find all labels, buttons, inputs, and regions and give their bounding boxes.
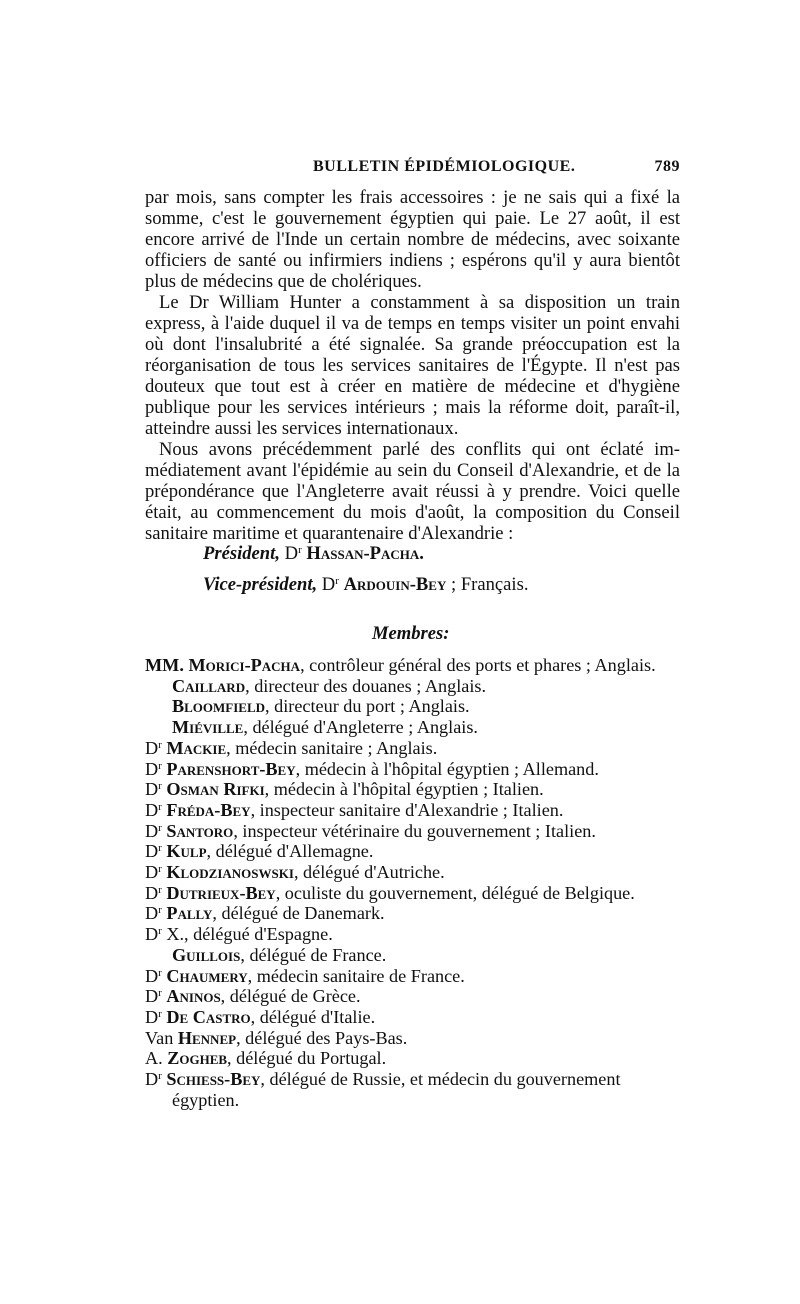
vice-president-line: Vice-président, $D^r$ Ardouin-Bey ; Français. bbox=[203, 574, 529, 595]
member-name: Klodzianoswski bbox=[166, 862, 294, 883]
member-name: Chaumery bbox=[166, 965, 248, 986]
member-entry bbox=[145, 903, 705, 924]
running-title: BULLETIN ÉPIDÉMIOLOGIQUE. bbox=[313, 158, 576, 175]
member-name: Bloomfield bbox=[172, 696, 266, 717]
member-prefix: $D^r$ bbox=[145, 820, 162, 841]
vice-president-detail: ; Français. bbox=[446, 574, 529, 595]
member-prefix: $D^r$ bbox=[145, 758, 162, 779]
paragraph: par mois, sans compter les frais accessoires : je ne sais qui a fixé la somme, c'est le gouvernement égyptien qui paie. Le 27 août, il est encore arrivé de l'Inde un certain nombre de médecins, avec soixante officiers de santé ou infirmiers indiens ; espérons qu'il y aura bientôt plus de médecins que de cholériques. bbox=[145, 187, 680, 292]
member-detail: , médecin sanitaire ; Anglais. bbox=[226, 737, 438, 758]
member-detail: , médecin à l'hôpital égyptien ; Allemand. bbox=[295, 758, 599, 779]
member-prefix: $D^r$ bbox=[145, 737, 162, 758]
member-entry bbox=[145, 966, 705, 987]
president-role: Président bbox=[203, 543, 276, 564]
member-prefix: $D^r$ bbox=[145, 1069, 162, 1090]
member-name: Morici-Pacha bbox=[188, 655, 301, 675]
member-name: Mackie bbox=[166, 737, 227, 758]
member-prefix: $D^r$ bbox=[145, 924, 162, 945]
member-prefix: $D^r$ bbox=[145, 882, 162, 903]
member-entry bbox=[145, 759, 705, 780]
member-detail: , délégué d'Angleterre ; Anglais. bbox=[243, 717, 478, 738]
member-entry bbox=[145, 862, 705, 883]
member-entry bbox=[145, 676, 705, 697]
member-entry bbox=[145, 1007, 705, 1028]
members-heading: Membres: bbox=[372, 623, 450, 644]
member-prefix: $D^r$ bbox=[145, 779, 162, 800]
members-list bbox=[145, 655, 705, 1110]
member-detail: , délégué de Danemark. bbox=[212, 903, 385, 924]
president-line: Président, $D^r$ Hassan-Pacha. bbox=[203, 543, 424, 564]
paragraph: Le Dr William Hunter a constamment à sa disposition un train express, à l'aide duquel il va de temps en temps visiter un point envahi où dont l'insalubrité a été signalée. Sa grande préoccupation est la réorganisation de tous les services sanitaires de l'Égypte. Il n'est pas douteux que tout est à créer en matière de médecine et d'hygiène publique pour les services intérieurs ; mais la réforme doit, paraît-il, atteindre aussi les services internationaux. bbox=[145, 292, 680, 439]
president-title: $D^r$ bbox=[284, 543, 302, 564]
paragraph: Nous avons précédemment parlé des conflits qui ont éclaté immédiatement avant l'épidémie au sein du Conseil d'Alexandrie, et de la prépondérance que l'Angleterre avait réussi à y prendre. Voici quelle était, au commencement du mois d'août, la composition du Conseil sanitaire maritime et quarantenaire d'Alexandrie : bbox=[145, 439, 680, 544]
member-name: Parenshort-Bey bbox=[166, 758, 296, 779]
member-name: Fréda-Bey bbox=[166, 799, 251, 820]
member-detail: , oculiste du gouvernement, délégué de Belgique. bbox=[275, 882, 635, 903]
member-prefix: $D^r$ bbox=[145, 1006, 162, 1027]
member-name: Dutrieux-Bey bbox=[166, 882, 276, 903]
member-prefix: A. bbox=[145, 1048, 168, 1069]
member-name: De Castro bbox=[166, 1006, 251, 1027]
member-detail: , délégué du Portugal. bbox=[227, 1048, 387, 1069]
member-detail: , directeur du port ; Anglais. bbox=[265, 696, 470, 717]
member-entry bbox=[145, 945, 705, 966]
member-detail: , médecin à l'hôpital égyptien ; Italien. bbox=[264, 779, 544, 800]
president-name: Hassan-Pacha. bbox=[306, 543, 424, 564]
member-name: Santoro bbox=[166, 820, 234, 841]
member-entry bbox=[145, 1069, 705, 1090]
member-prefix: $D^r$ bbox=[145, 903, 162, 924]
member-entry bbox=[145, 717, 705, 738]
member-entry bbox=[145, 655, 705, 676]
member-detail: , délégué de Grèce. bbox=[220, 986, 361, 1007]
member-name: Schiess-Bey bbox=[166, 1069, 261, 1090]
member-detail: , délégué d'Italie. bbox=[250, 1006, 376, 1027]
member-entry bbox=[145, 800, 705, 821]
member-detail: , délégué d'Allemagne. bbox=[206, 841, 374, 862]
member-prefix: $D^r$ bbox=[145, 841, 162, 862]
member-entry bbox=[145, 883, 705, 904]
member-name: Pally bbox=[166, 903, 213, 924]
member-detail: , délégué de France. bbox=[240, 944, 387, 965]
page-number: 789 bbox=[654, 158, 680, 175]
member-detail: , délégué des Pays-Bas. bbox=[236, 1027, 408, 1048]
member-name: Guillois bbox=[172, 944, 241, 965]
vice-president-role: Vice-président bbox=[203, 574, 313, 595]
member-entry bbox=[145, 821, 705, 842]
member-entry bbox=[145, 924, 705, 945]
member-name: Hennep bbox=[177, 1027, 237, 1048]
member-entry bbox=[145, 1090, 705, 1111]
member-entry bbox=[145, 841, 705, 862]
member-name: Miéville bbox=[172, 717, 244, 738]
member-prefix: $D^r$ bbox=[145, 862, 162, 883]
member-prefix: $D^r$ bbox=[145, 799, 162, 820]
member-detail: , délégué d'Autriche. bbox=[293, 862, 445, 883]
member-detail: , délégué de Russie, et médecin du gouvernement bbox=[260, 1069, 621, 1090]
vice-president-name: Ardouin-Bey bbox=[343, 574, 447, 595]
member-detail: égyptien. bbox=[172, 1089, 240, 1110]
member-name: Kulp bbox=[166, 841, 207, 862]
member-detail: , contrôleur général des ports et phares ; Anglais. bbox=[300, 655, 656, 675]
body-text bbox=[145, 187, 680, 544]
member-prefix: Van bbox=[145, 1027, 178, 1048]
member-name: Aninos bbox=[166, 986, 221, 1007]
member-entry bbox=[145, 696, 705, 717]
member-entry bbox=[145, 1028, 705, 1049]
member-entry bbox=[145, 779, 705, 800]
member-prefix: MM. bbox=[145, 655, 189, 675]
member-detail: X., délégué d'Espagne. bbox=[166, 924, 333, 945]
vice-president-title: $D^r$ bbox=[321, 574, 339, 595]
member-name: Caillard bbox=[172, 675, 246, 696]
member-detail: , inspecteur sanitaire d'Alexandrie ; Italien. bbox=[250, 799, 564, 820]
member-detail: , directeur des douanes ; Anglais. bbox=[245, 675, 487, 696]
member-prefix: $D^r$ bbox=[145, 965, 162, 986]
member-entry bbox=[145, 1048, 705, 1069]
member-entry bbox=[145, 738, 705, 759]
member-name: Osman Rifki bbox=[166, 779, 265, 800]
member-name: Zogheb bbox=[167, 1048, 228, 1069]
member-prefix: $D^r$ bbox=[145, 986, 162, 1007]
member-detail: , médecin sanitaire de France. bbox=[247, 965, 465, 986]
member-detail: , inspecteur vétérinaire du gouvernement ; Italien. bbox=[233, 820, 596, 841]
member-entry bbox=[145, 986, 705, 1007]
